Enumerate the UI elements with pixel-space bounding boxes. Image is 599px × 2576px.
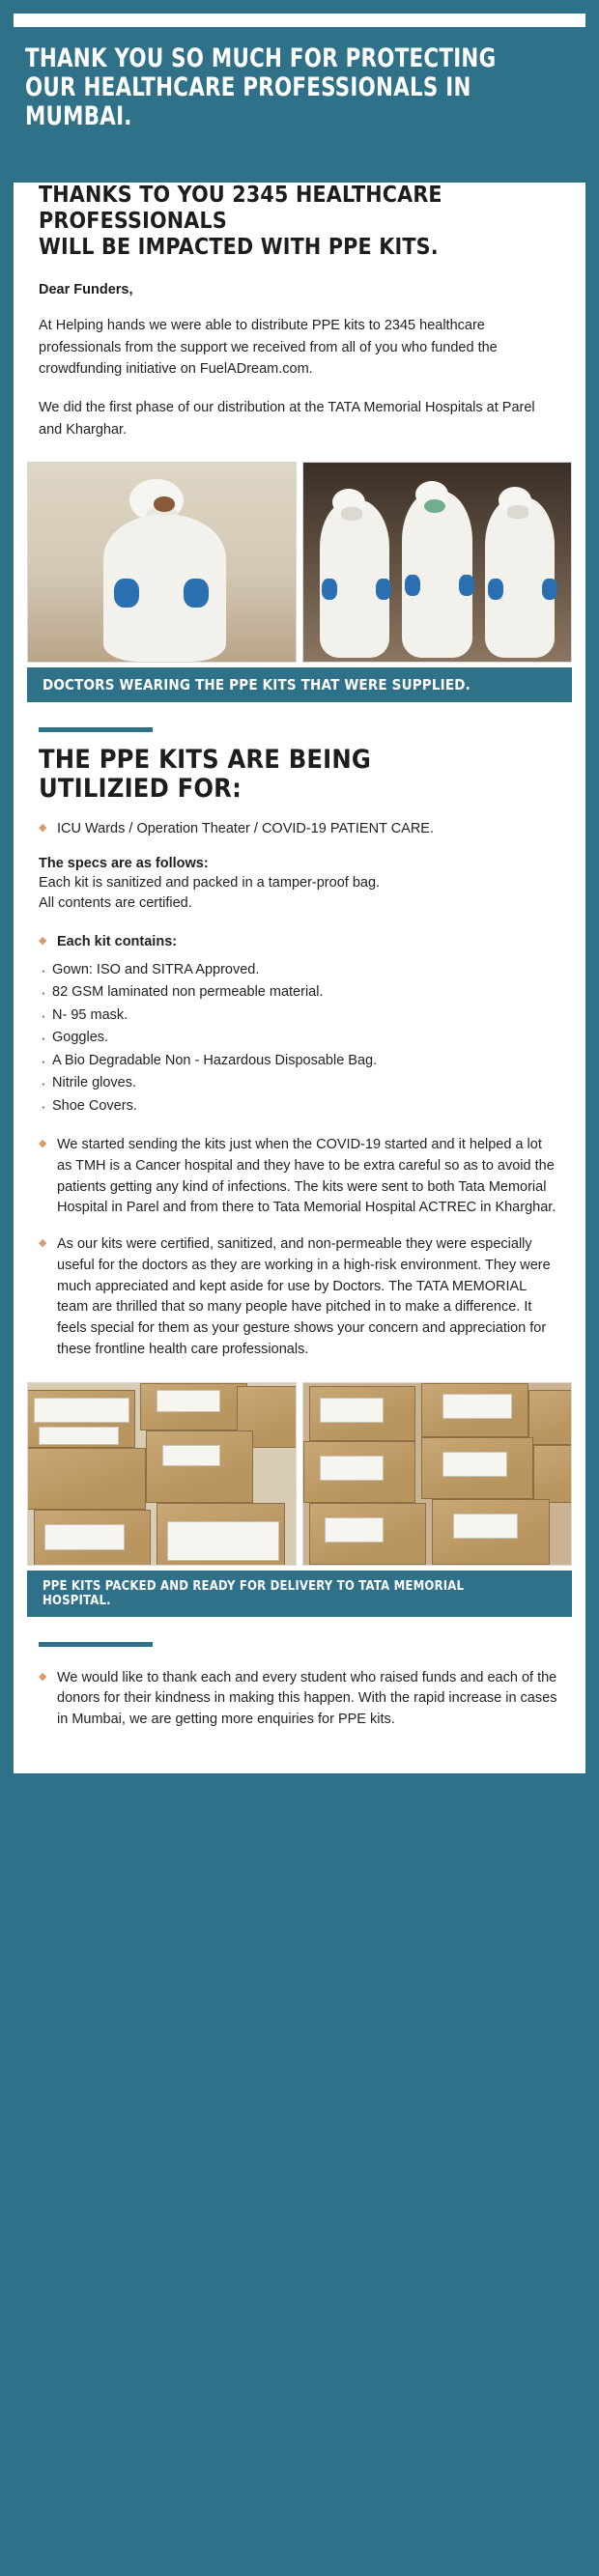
section-divider-accent-2 bbox=[39, 1642, 153, 1647]
photo-row-ppe-doctors bbox=[14, 462, 585, 663]
photo-three-doctors bbox=[302, 462, 572, 663]
closing-section bbox=[14, 1668, 585, 1731]
top-white-strip bbox=[14, 14, 585, 27]
header-title-line-2: OUR HEALTHCARE PROFESSIONALS IN MUMBAI. bbox=[25, 72, 471, 132]
kit-contents-title bbox=[39, 932, 560, 953]
list-item: · Goggles. bbox=[39, 1027, 560, 1049]
photo-caption-1 bbox=[27, 667, 572, 702]
intro-section bbox=[14, 183, 585, 441]
salutation: Dear Funders, bbox=[39, 282, 133, 298]
bottom-spacer bbox=[14, 1746, 585, 1764]
usage-story-1: ◆ We started sending the kits just when the COVID-19 started and it helped a lot as TMH is a Cancer hospital and they have to be extra careful so as to avoid the patients getting any kind of infections. The kits were sent to both Tata Memorial Hospital in Parel and from there to Tata Memorial Hospital ACTREC in Kharghar. bbox=[39, 1135, 560, 1219]
photo-row-packed-kits bbox=[14, 1382, 585, 1566]
kit-contents-block bbox=[39, 932, 560, 953]
top-frame-bar bbox=[0, 0, 599, 14]
usage-bullet-wards: ◆ ICU Wards / Operation Theater / COVID-19 PATIENT CARE. bbox=[39, 819, 560, 840]
list-item: · Shoe Covers. bbox=[39, 1095, 560, 1118]
intro-heading-line-1: THANKS TO YOU 2345 HEALTHCARE PROFESSIONALS bbox=[39, 182, 442, 234]
header-title-line-1: THANK YOU SO MUCH FOR PROTECTING bbox=[25, 43, 497, 73]
list-item: · A Bio Degradable Non - Hazardous Disposable Bag. bbox=[39, 1050, 560, 1072]
spec-title: The specs are as follows: bbox=[39, 855, 209, 871]
usage-section bbox=[14, 746, 585, 1360]
list-item: · Nitrile gloves. bbox=[39, 1072, 560, 1094]
list-item: · N- 95 mask. bbox=[39, 1005, 560, 1027]
kit-contents-title-text: Each kit contains: bbox=[57, 934, 178, 950]
closing-bullet-list bbox=[39, 1668, 560, 1731]
usage-bullet-list bbox=[39, 819, 560, 840]
usage-story-2: ◆ As our kits were certified, sanitized, and non-permeable they were especially useful for the doctors as they are working in a high-risk environment. They were much appreciated and kept aside for use by Doctors. The TATA MEMORIAL team are thrilled that so many people have pitched in to make a difference. It feels special for them as your gesture shows your concern and appreciation for these frontline health care professionals. bbox=[39, 1234, 560, 1361]
document-body bbox=[14, 183, 585, 1773]
photo-doctor-thumbs-up bbox=[27, 462, 297, 663]
intro-heading-line-2: WILL BE IMPACTED WITH PPE KITS. bbox=[39, 234, 439, 260]
usage-heading: THE PPE KITS ARE BEING UTILIZIED FOR: bbox=[39, 745, 372, 805]
spec-block bbox=[39, 856, 560, 916]
closing-thank-you-text: ◆ We would like to thank each and every student who raised funds and each of the donors for their kindness in making this happen. With the rapid increase in cases in Mumbai, we are getting more enquiries for PPE kits. bbox=[39, 1668, 560, 1731]
photo-caption-1-text: DOCTORS WEARING THE PPE KITS THAT WERE SUPPLIED. bbox=[43, 676, 471, 694]
photo-caption-2 bbox=[27, 1571, 572, 1617]
photo-caption-2-text: PPE KITS PACKED AND READY FOR DELIVERY TO TATA MEMORIAL HOSPITAL. bbox=[43, 1578, 465, 1608]
header-banner bbox=[0, 27, 599, 157]
intro-paragraph-1: At Helping hands we were able to distribute PPE kits to 2345 healthcare professionals from the support we received from all of you who funded the crowdfunding initiative on FuelADream.com. bbox=[39, 318, 498, 378]
spec-line-1: Each kit is sanitized and packed in a tamper-proof bag. bbox=[39, 874, 381, 891]
photo-stacked-cartons bbox=[302, 1382, 572, 1566]
intro-paragraph-2: We did the first phase of our distribution at the TATA Memorial Hospitals at Parel and Kharghar. bbox=[39, 400, 535, 438]
photo-labelled-cartons bbox=[27, 1382, 297, 1566]
usage-story-list bbox=[39, 1135, 560, 1361]
list-item: · 82 GSM laminated non permeable material. bbox=[39, 981, 560, 1004]
spec-line-2: All contents are certified. bbox=[39, 895, 192, 912]
intro-heading bbox=[39, 183, 508, 261]
kit-contents-list bbox=[39, 959, 560, 1118]
list-item: · Gown: ISO and SITRA Approved. bbox=[39, 959, 560, 981]
section-divider-accent bbox=[39, 727, 153, 732]
